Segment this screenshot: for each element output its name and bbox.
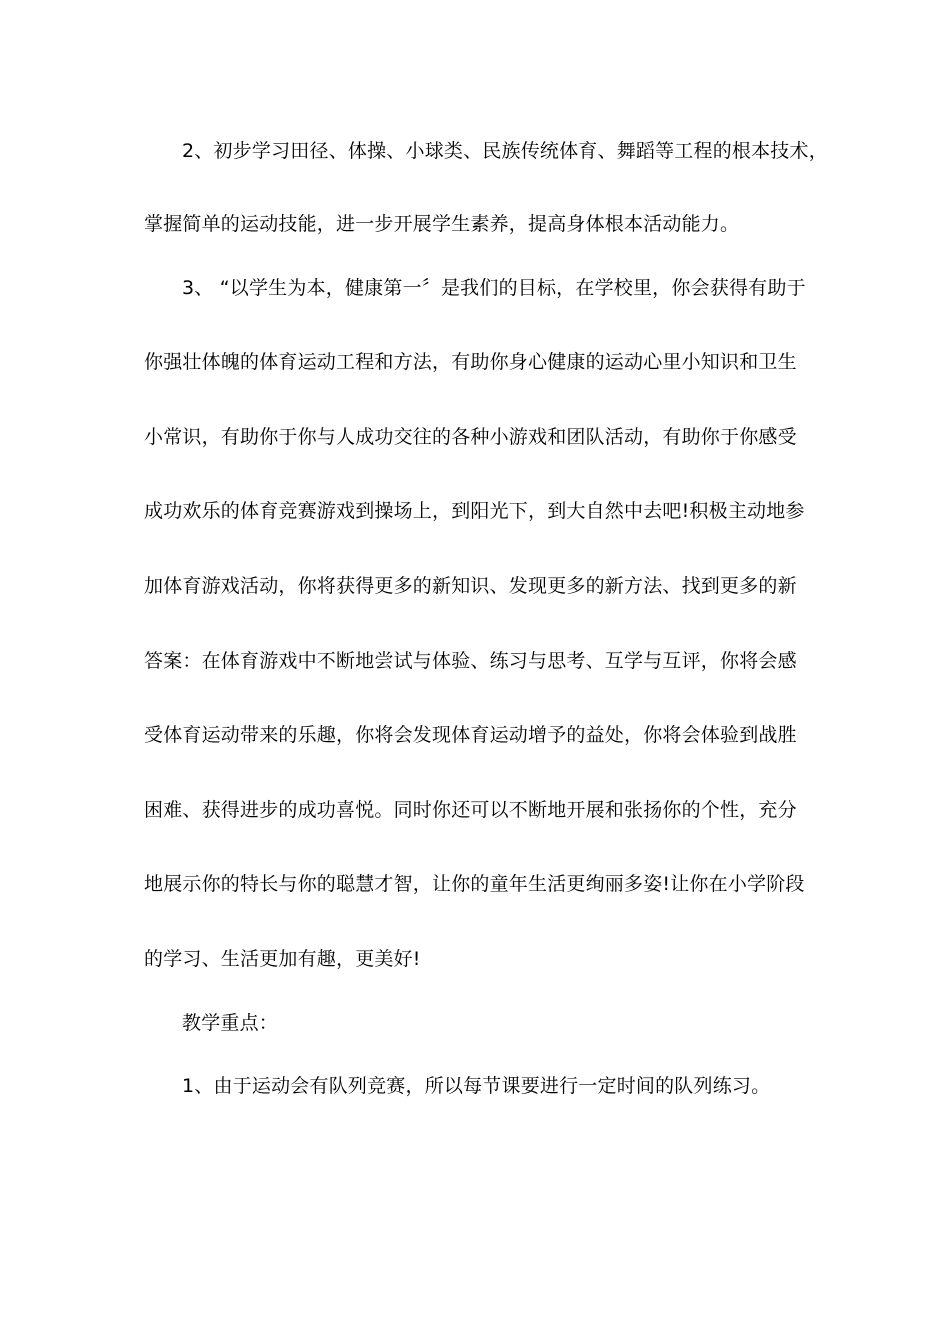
paragraph-3-line-10: 的学习、生活更加有趣，更美好!: [144, 948, 421, 970]
paragraph-3-line-1: 3、 “以学生为本，健康第一〞是我们的目标，在学校里，你会获得有助于: [182, 277, 806, 299]
paragraph-3-line-6: 答案：在体育游戏中不断地尝试与体验、练习与思考、互学与互评，你将会感: [144, 650, 797, 672]
paragraph-3-line-3: 小常识，有助你于你与人成功交往的各种小游戏和团队活动，有助你于你感受: [144, 426, 797, 448]
paragraph-2-line-1: 2、初步学习田径、体操、小球类、民族传统体育、舞蹈等工程的根本技术，: [182, 140, 828, 162]
paragraph-3-line-4: 成功欢乐的体育竞赛游戏到操场上，到阳光下，到大自然中去吧!积极主动地参: [144, 500, 805, 522]
paragraph-3-line-8: 困难、获得进步的成功喜悦。同时你还可以不断地开展和张扬你的个性，充分: [144, 799, 797, 821]
paragraph-3-line-2: 你强壮体魄的体育运动工程和方法，有助你身心健康的运动心里小知识和卫生: [144, 351, 797, 373]
section-heading: 教学重点：: [182, 1012, 279, 1034]
paragraph-3-line-9: 地展示你的特长与你的聪慧才智，让你的童年生活更绚丽多姿!让你在小学阶段: [144, 873, 805, 895]
paragraph-2-line-2: 掌握简单的运动技能，进一步开展学生素养，提高身体根本活动能力。: [144, 213, 740, 235]
paragraph-3-line-5: 加体育游戏活动，你将获得更多的新知识、发现更多的新方法、找到更多的新: [144, 575, 797, 597]
paragraph-3-line-7: 受体育运动带来的乐趣，你将会发现体育运动增予的益处，你将会体验到战胜: [144, 724, 797, 746]
paragraph-key-point-1: 1、由于运动会有队列竞赛，所以每节课要进行一定时间的队列练习。: [182, 1075, 771, 1097]
